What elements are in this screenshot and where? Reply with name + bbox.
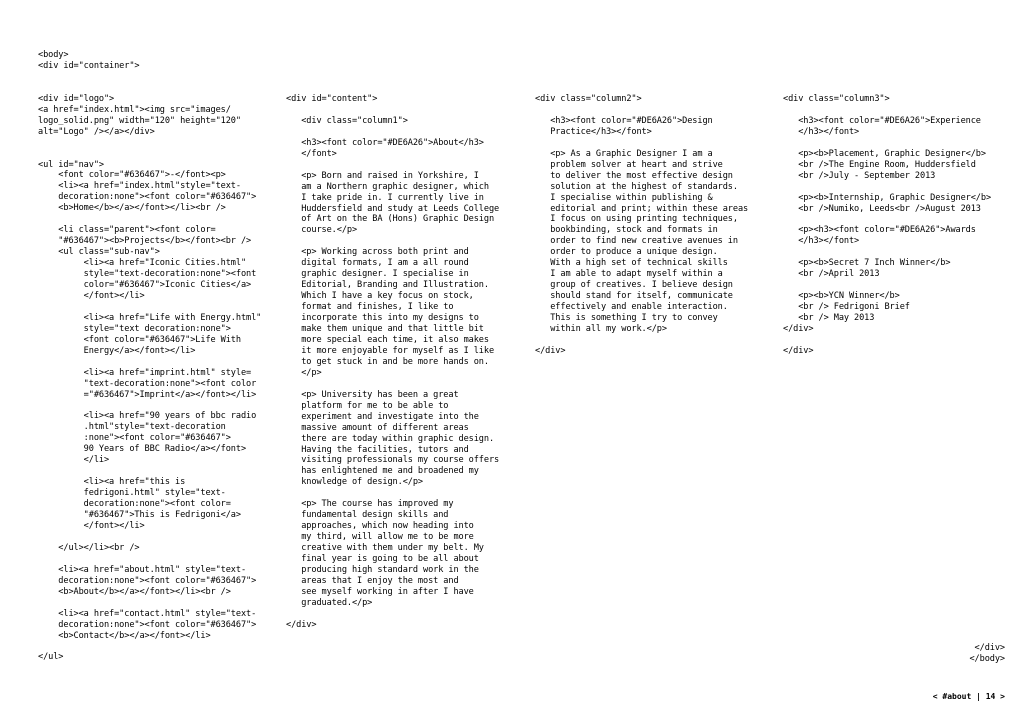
code-column-experience: <div class="column3"> <h3><font color="#DE6A26">Experience </h3></font> <p><b>Placement, Graphic Designer</b> <br />The Engine Room, Huddersfield <br />July - September 2013 <p><b>Internship, Graphic Designer</b> <br />Numiko, Leeds<br />August 2013 <p><h3><font color="#DE6A26">Awards </h3></font> <p><b>Secret 7 Inch Winner</b> <br />April 2013 <p><b>YCN Winner</b> <br /> Fedrigoni Brief <br /> May 2013 </div> </div> bbox=[783, 94, 992, 356]
code-column-content: <div id="content"> <div class="column1"> <h3><font color="#DE6A26">About</h3> </font> <p> Born and raised in Yorkshire, I am a Northern graphic designer, which I take pride in. I currently live in Huddersfield and study at Leeds College of Art on the BA (Hons) Graphic Design course.</p> <p> Working across both print and digital formats, I am a all round graphic designer. I specialise in Editorial, Branding and Illustration. Which I have a key focus on stock, format and finishes, I like to incorporate this into my designs to make them unique and that little bit more special each time, it also makes it more enjoyable for myself as I like to get stuck in and be more hands on. </p> <p> University has been a great platform for me to be able to experiment and investigate into the massive amount of different areas there are today within graphic design. Having the facilities, tutors and visiting professionals my course offers has enlightened me and broadened my knowledge of design.</p> <p> The course has improved my fundamental design skills and approaches, which now heading into my third, will allow me to be more creative with them under my belt. My final year is going to be all about producing high standard work in the areas that I enjoy the most and see myself working in after I have graduated.</p> </div> bbox=[286, 94, 500, 630]
code-closing-tags: </div> </body> bbox=[969, 643, 1005, 664]
page-footer: < #about | 14 > bbox=[932, 692, 1005, 701]
code-column-nav: <body> <div id="container"> <div id="logo"> <a href="index.html"><img src="images/ logo_solid.png" width="120" height="120" alt="Logo" /></a></div> <ul id="nav"> <font color="#636467">-</font><p> <li><a href="index.html"style="text- decoration:none"><font color="#636467"> <b>Home</b></a></font></li><br /> <li class="parent"><font color= "#636467"><b>Projects</b></font><br /> <ul class="sub-nav"> <li><a href="Iconic Cities.html" style="text-decoration:none"><font color="#636467">Iconic Cities</a> </font></li> <li><a href="Life with Energy.html" style="text decoration:none"> <font color="#636467">Life With Energy</a></font></li> <li><a href="imprint.html" style= "text-decoration:none"><font color ="#636467">Imprint</a></font></li> <li><a href="90 years of bbc radio .html"style="text-decoration :none"><font color="#636467"> 90 Years of BBC Radio</a></font> </li> <li><a href="this is fedrigoni.html" style="text- decoration:none"><font color= "#636467">This is Fedrigoni</a> </font></li> </ul></li><br /> <li><a href="about.html" style="text- decoration:none"><font color="#636467"> <b>About</b></a></font></li><br /> <li><a href="contact.html" style="text- decoration:none"><font color="#636467"> <b>Contact</b></a></font></li> </ul> bbox=[38, 50, 262, 663]
code-column-design-practice: <div class="column2"> <h3><font color="#DE6A26">Design Practice</h3></font> <p> As a Graphic Designer I am a problem solver at heart and strive to deliver the most effective design solution at the highest of standards. I specialise within publishing & editorial and print; within these areas I focus on using printing techniques, bookbinding, stock and formats in order to find new creative avenues in order to produce a unique design. With a high set of technical skills I am able to adapt myself within a group of creatives. I believe design should stand for itself, communicate effectively and enable interaction. This is something I try to convey within all my work.</p> </div> bbox=[535, 94, 749, 356]
